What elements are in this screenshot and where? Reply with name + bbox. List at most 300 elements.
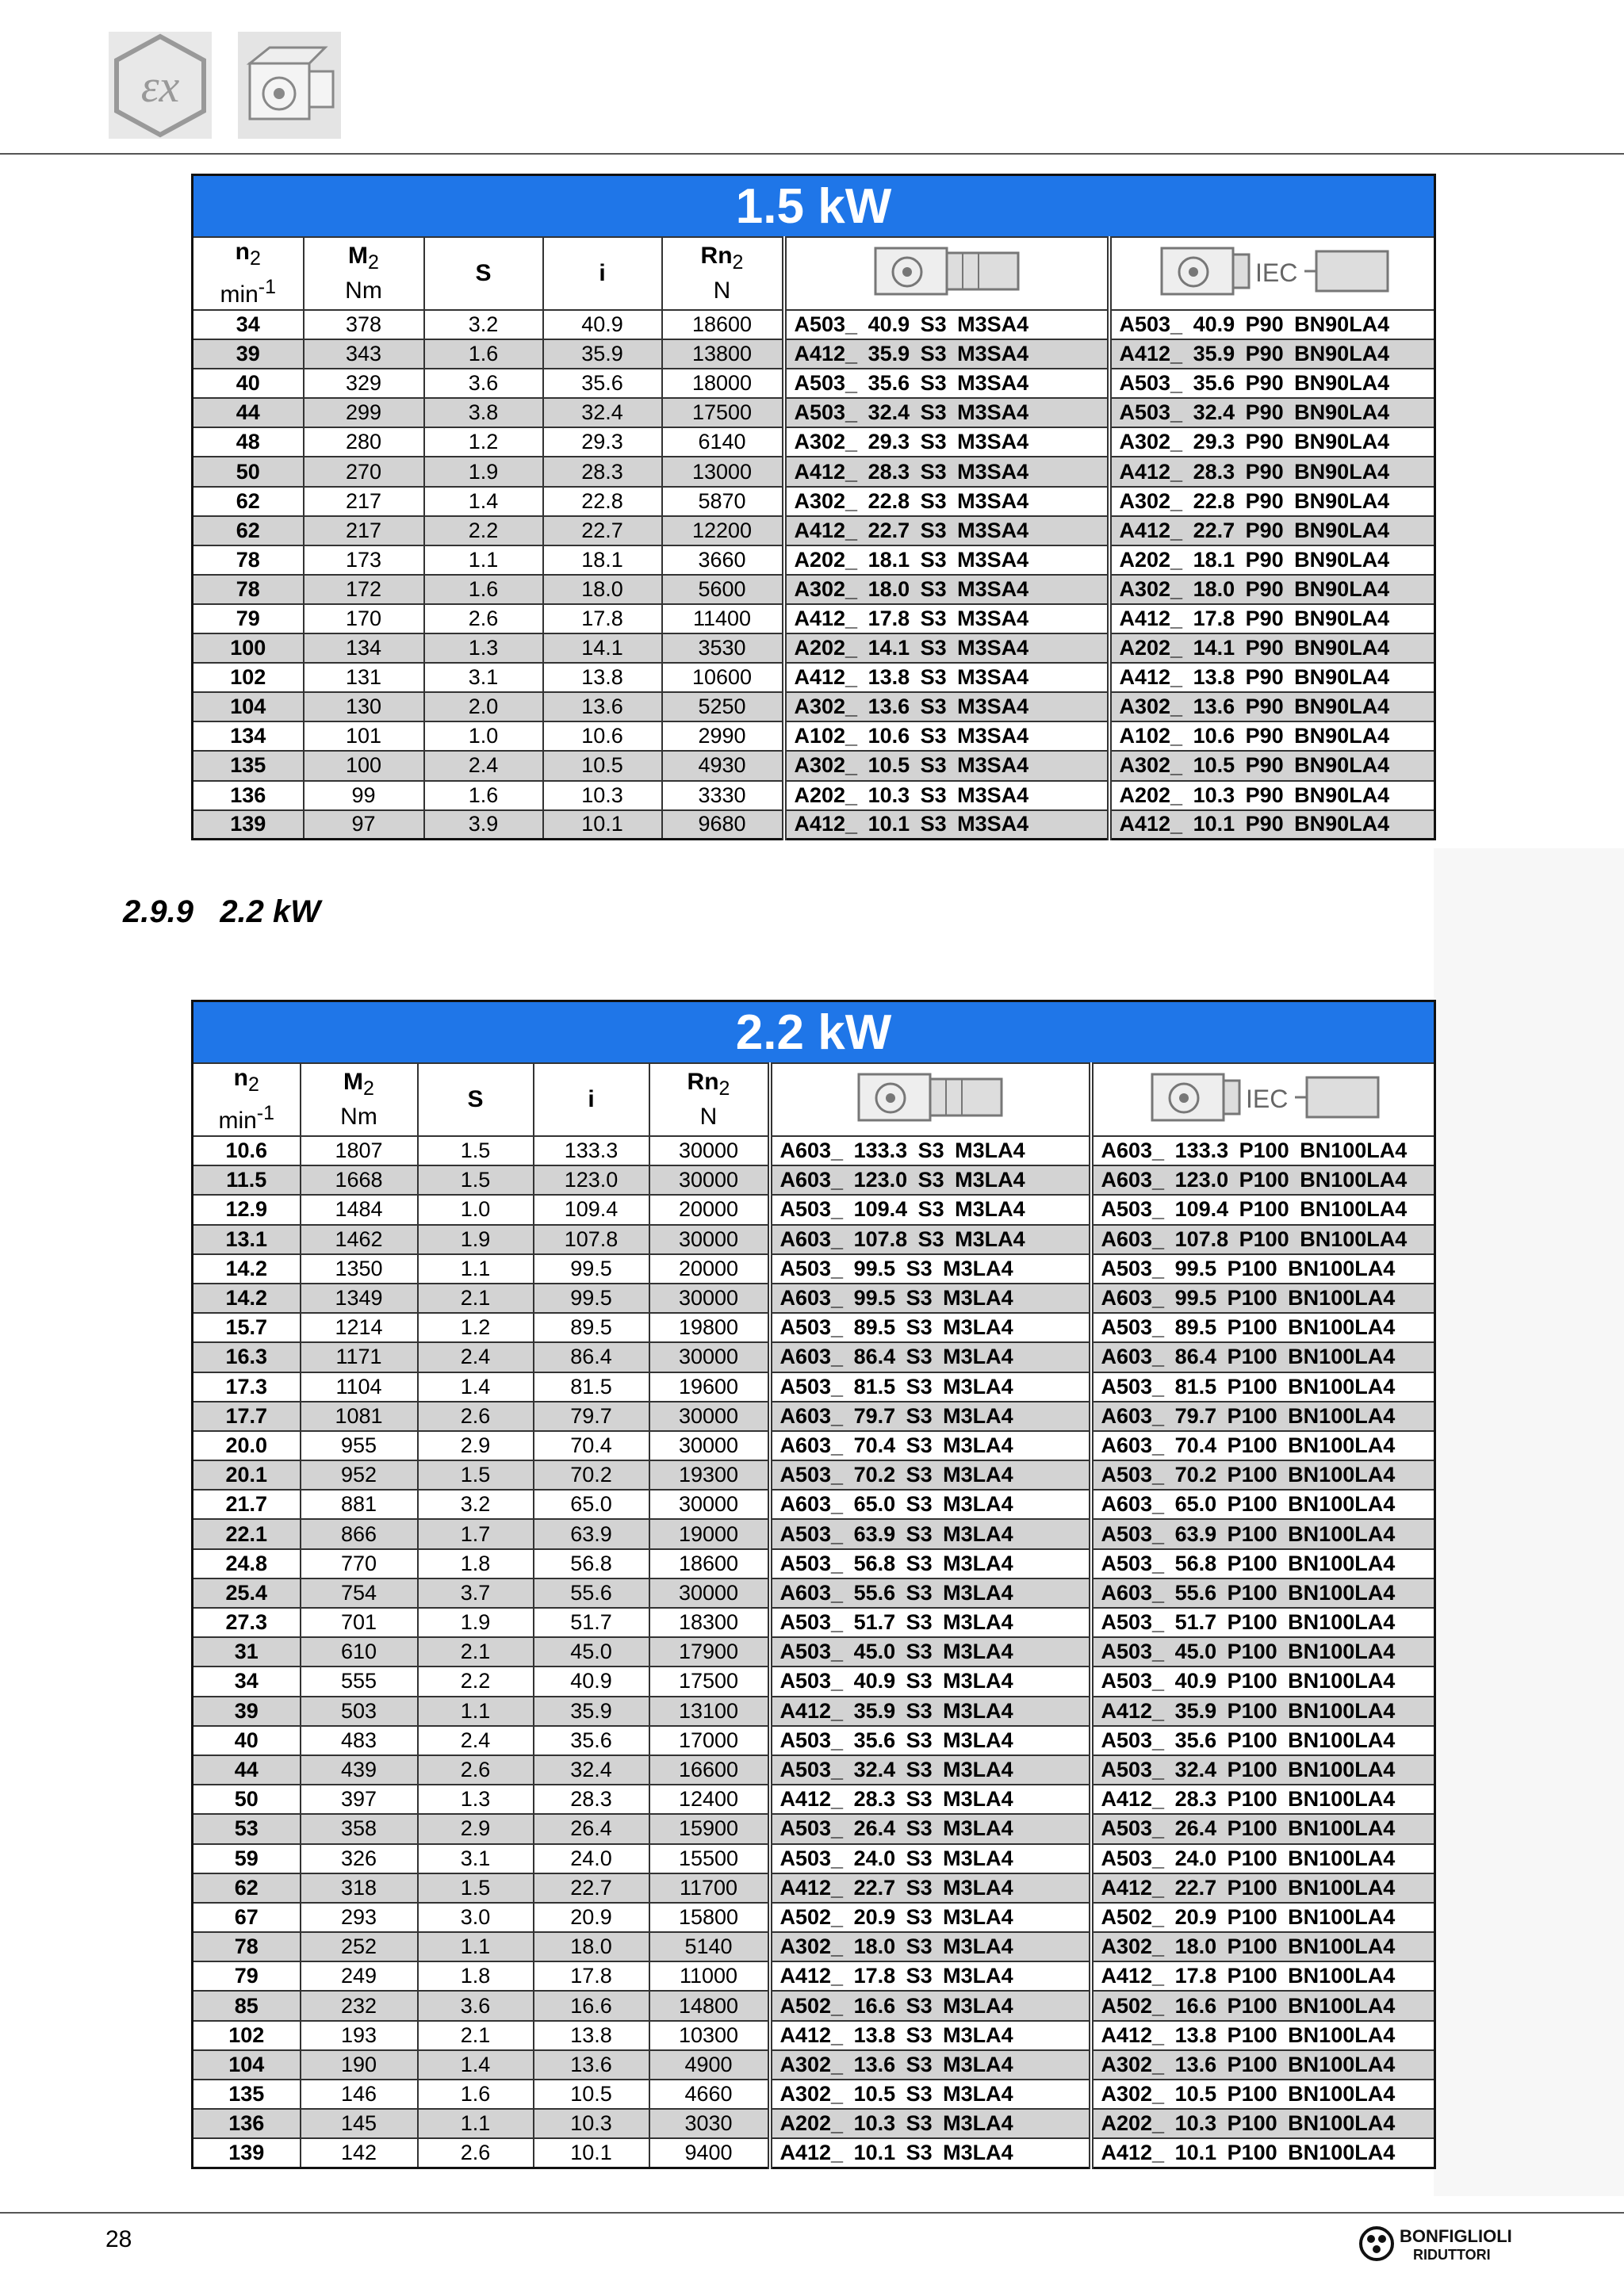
cell-iec-code: A202_ 14.1 P90 BN90LA4: [1109, 633, 1435, 663]
cell-i: 13.8: [534, 2021, 649, 2050]
cell-compact-code: A412_ 35.9 S3 M3SA4: [784, 339, 1109, 369]
cell-compact-code: A412_ 17.8 S3 M3LA4: [770, 1961, 1091, 1991]
cell-n2: 78: [193, 545, 304, 575]
cell-i: 18.1: [543, 545, 662, 575]
cell-m2: 99: [304, 781, 424, 810]
table-row: [193, 1637, 1435, 1667]
table-row: [193, 1726, 1435, 1755]
cell-s: 3.7: [418, 1578, 534, 1608]
col-rn2: $Rn_2$ N: [649, 1063, 770, 1136]
cell-iec-code: A503_ 89.5 P100 BN100LA4: [1091, 1313, 1435, 1342]
cell-i: 133.3: [534, 1136, 649, 1165]
cell-s: 2.4: [418, 1342, 534, 1372]
table-row: [193, 516, 1435, 545]
cell-n2: 31: [193, 1637, 301, 1667]
cell-n2: 10.6: [193, 1136, 301, 1165]
cell-s: 1.1: [418, 1697, 534, 1726]
cell-iec-code: A412_ 17.8 P100 BN100LA4: [1091, 1961, 1435, 1991]
cell-m2: 1171: [301, 1342, 418, 1372]
cell-compact-code: A503_ 40.9 S3 M3LA4: [770, 1667, 1091, 1696]
cell-rn2: 11400: [662, 604, 784, 633]
cell-n2: 17.7: [193, 1402, 301, 1431]
cell-i: 99.5: [534, 1284, 649, 1313]
cell-rn2: 20000: [649, 1254, 770, 1284]
cell-s: 1.3: [424, 633, 543, 663]
cell-i: 35.9: [543, 339, 662, 369]
atex-ex-logo: [109, 32, 212, 139]
cell-i: 99.5: [534, 1254, 649, 1284]
cell-iec-code: A202_ 10.3 P90 BN90LA4: [1109, 781, 1435, 810]
cell-compact-code: A503_ 32.4 S3 M3SA4: [784, 398, 1109, 427]
cell-s: 1.1: [418, 1254, 534, 1284]
cell-m2: 397: [301, 1785, 418, 1814]
cell-n2: 135: [193, 751, 304, 780]
table-row: [193, 1372, 1435, 1402]
cell-iec-code: A412_ 22.7 P90 BN90LA4: [1109, 516, 1435, 545]
cell-n2: 48: [193, 427, 304, 457]
cell-m2: 770: [301, 1549, 418, 1578]
cell-rn2: 5600: [662, 575, 784, 604]
table-row: [193, 1903, 1435, 1932]
cell-iec-code: A603_ 133.3 P100 BN100LA4: [1091, 1136, 1435, 1165]
cell-s: 3.1: [424, 663, 543, 692]
cell-rn2: 30000: [649, 1225, 770, 1254]
page-shading: [1434, 848, 1624, 2196]
cell-m2: 1104: [301, 1372, 418, 1402]
cell-rn2: 19300: [649, 1460, 770, 1490]
table-row: [193, 339, 1435, 369]
cell-m2: 483: [301, 1726, 418, 1755]
cell-i: 13.8: [543, 663, 662, 692]
cell-i: 35.9: [534, 1697, 649, 1726]
cell-iec-code: A503_ 56.8 P100 BN100LA4: [1091, 1549, 1435, 1578]
cell-iec-code: A302_ 29.3 P90 BN90LA4: [1109, 427, 1435, 457]
table-row: [193, 1785, 1435, 1814]
cell-rn2: 3330: [662, 781, 784, 810]
col-n2: $n_2$ $\min^{-1}$: [193, 1063, 301, 1136]
cell-m2: 217: [304, 487, 424, 516]
cell-iec-code: A412_ 35.9 P90 BN90LA4: [1109, 339, 1435, 369]
cell-i: 56.8: [534, 1549, 649, 1578]
cell-i: 51.7: [534, 1608, 649, 1637]
cell-compact-code: A502_ 16.6 S3 M3LA4: [770, 1991, 1091, 2020]
cell-n2: 50: [193, 1785, 301, 1814]
cell-s: 1.5: [418, 1136, 534, 1165]
cell-n2: 14.2: [193, 1284, 301, 1313]
cell-m2: 270: [304, 457, 424, 486]
cell-iec-code: A503_ 24.0 P100 BN100LA4: [1091, 1844, 1435, 1873]
cell-s: 1.9: [418, 1225, 534, 1254]
cell-m2: 1349: [301, 1284, 418, 1313]
cell-compact-code: A412_ 17.8 S3 M3SA4: [784, 604, 1109, 633]
cell-n2: 27.3: [193, 1608, 301, 1637]
svg-text:IEC: IEC: [1254, 258, 1298, 287]
cell-iec-code: A503_ 35.6 P90 BN90LA4: [1109, 369, 1435, 398]
cell-n2: 34: [193, 1667, 301, 1696]
cell-m2: 100: [304, 751, 424, 780]
cell-i: 10.5: [543, 751, 662, 780]
cell-rn2: 19800: [649, 1313, 770, 1342]
gearbox-logo: [238, 32, 341, 139]
col-m2: $M_2$ Nm: [301, 1063, 418, 1136]
cell-m2: 217: [304, 516, 424, 545]
cell-n2: 17.3: [193, 1372, 301, 1402]
cell-rn2: 12400: [649, 1785, 770, 1814]
cell-iec-code: A503_ 109.4 P100 BN100LA4: [1091, 1195, 1435, 1224]
cell-iec-code: A202_ 18.1 P90 BN90LA4: [1109, 545, 1435, 575]
cell-iec-code: A102_ 10.6 P90 BN90LA4: [1109, 721, 1435, 751]
cell-m2: 190: [301, 2050, 418, 2080]
cell-s: 3.6: [418, 1991, 534, 2020]
brand-subname: RIDUTTORI: [1413, 2247, 1491, 2263]
cell-compact-code: A302_ 18.0 S3 M3SA4: [784, 575, 1109, 604]
cell-rn2: 5140: [649, 1932, 770, 1961]
cell-compact-code: A302_ 10.5 S3 M3LA4: [770, 2080, 1091, 2109]
cell-iec-code: A302_ 10.5 P90 BN90LA4: [1109, 751, 1435, 780]
cell-i: 40.9: [543, 310, 662, 339]
col-compact-motor: [784, 237, 1109, 310]
cell-i: 24.0: [534, 1844, 649, 1873]
cell-i: 28.3: [534, 1785, 649, 1814]
cell-s: 1.1: [424, 545, 543, 575]
cell-i: 86.4: [534, 1342, 649, 1372]
table-row: [193, 1932, 1435, 1961]
cell-s: 1.9: [418, 1608, 534, 1637]
cell-n2: 104: [193, 2050, 301, 2080]
cell-n2: 20.1: [193, 1460, 301, 1490]
col-s: S: [418, 1063, 534, 1136]
cell-compact-code: A302_ 10.5 S3 M3SA4: [784, 751, 1109, 780]
cell-n2: 22.1: [193, 1519, 301, 1548]
cell-compact-code: A603_ 55.6 S3 M3LA4: [770, 1578, 1091, 1608]
cell-s: 1.4: [424, 487, 543, 516]
cell-iec-code: A412_ 22.7 P100 BN100LA4: [1091, 1873, 1435, 1903]
cell-rn2: 14800: [649, 1991, 770, 2020]
cell-n2: 59: [193, 1844, 301, 1873]
cell-n2: 136: [193, 781, 304, 810]
cell-m2: 378: [304, 310, 424, 339]
col-s: S: [424, 237, 543, 310]
table-row: [193, 545, 1435, 575]
cell-s: 1.1: [418, 1932, 534, 1961]
cell-rn2: 16600: [649, 1755, 770, 1785]
table-row: [193, 1402, 1435, 1431]
cell-i: 35.6: [543, 369, 662, 398]
cell-i: 17.8: [534, 1961, 649, 1991]
cell-m2: 172: [304, 575, 424, 604]
cell-n2: 62: [193, 487, 304, 516]
cell-iec-code: A302_ 18.0 P90 BN90LA4: [1109, 575, 1435, 604]
cell-m2: 142: [301, 2138, 418, 2168]
table-row: [193, 1991, 1435, 2020]
table-row: [193, 1814, 1435, 1843]
col-n2: $n_2$ $\min^{-1}$: [193, 237, 304, 310]
svg-text:εx: εx: [140, 60, 180, 112]
cell-compact-code: A503_ 26.4 S3 M3LA4: [770, 1814, 1091, 1843]
cell-s: 2.1: [418, 1637, 534, 1667]
cell-compact-code: A503_ 99.5 S3 M3LA4: [770, 1254, 1091, 1284]
cell-compact-code: A503_ 35.6 S3 M3SA4: [784, 369, 1109, 398]
cell-i: 10.3: [543, 781, 662, 810]
cell-compact-code: A503_ 70.2 S3 M3LA4: [770, 1460, 1091, 1490]
cell-s: 3.2: [418, 1490, 534, 1519]
cell-s: 3.0: [418, 1903, 534, 1932]
cell-i: 14.1: [543, 633, 662, 663]
cell-compact-code: A302_ 13.6 S3 M3LA4: [770, 2050, 1091, 2080]
table-row: [193, 427, 1435, 457]
cell-compact-code: A102_ 10.6 S3 M3SA4: [784, 721, 1109, 751]
cell-i: 28.3: [543, 457, 662, 486]
cell-n2: 21.7: [193, 1490, 301, 1519]
cell-compact-code: A503_ 51.7 S3 M3LA4: [770, 1608, 1091, 1637]
cell-s: 2.1: [418, 1284, 534, 1313]
cell-m2: 555: [301, 1667, 418, 1696]
cell-n2: 39: [193, 1697, 301, 1726]
cell-s: 1.6: [424, 575, 543, 604]
cell-compact-code: A202_ 10.3 S3 M3LA4: [770, 2109, 1091, 2138]
cell-rn2: 15900: [649, 1814, 770, 1843]
cell-i: 17.8: [543, 604, 662, 633]
iec-gearmotor-icon: [1146, 239, 1400, 302]
cell-i: 35.6: [534, 1726, 649, 1755]
cell-n2: 139: [193, 810, 304, 840]
cell-compact-code: A603_ 107.8 S3 M3LA4: [770, 1225, 1091, 1254]
cell-iec-code: A503_ 51.7 P100 BN100LA4: [1091, 1608, 1435, 1637]
table-row: [193, 2021, 1435, 2050]
cell-i: 70.4: [534, 1431, 649, 1460]
cell-compact-code: A412_ 10.1 S3 M3LA4: [770, 2138, 1091, 2168]
cell-s: 1.4: [418, 1372, 534, 1402]
table-row: [193, 487, 1435, 516]
cell-m2: 130: [304, 692, 424, 721]
cell-m2: 97: [304, 810, 424, 840]
cell-rn2: 30000: [649, 1490, 770, 1519]
cell-iec-code: A503_ 32.4 P90 BN90LA4: [1109, 398, 1435, 427]
cell-n2: 85: [193, 1991, 301, 2020]
cell-compact-code: A503_ 32.4 S3 M3LA4: [770, 1755, 1091, 1785]
table-row: [193, 633, 1435, 663]
cell-rn2: 10300: [649, 2021, 770, 2050]
cell-n2: 40: [193, 369, 304, 398]
cell-i: 10.1: [543, 810, 662, 840]
table-row: [193, 1667, 1435, 1696]
cell-s: 2.2: [424, 516, 543, 545]
table-row: [193, 1873, 1435, 1903]
cell-s: 1.6: [424, 781, 543, 810]
cell-m2: 145: [301, 2109, 418, 2138]
cell-n2: 44: [193, 1755, 301, 1785]
cell-s: 1.0: [424, 721, 543, 751]
cell-m2: 318: [301, 1873, 418, 1903]
cell-m2: 232: [301, 1991, 418, 2020]
cell-iec-code: A603_ 79.7 P100 BN100LA4: [1091, 1402, 1435, 1431]
cell-i: 79.7: [534, 1402, 649, 1431]
cell-n2: 100: [193, 633, 304, 663]
table-row: [193, 1195, 1435, 1224]
col-i: i: [534, 1063, 649, 1136]
brand-name: BONFIGLIOLI: [1400, 2226, 1512, 2246]
cell-compact-code: A503_ 24.0 S3 M3LA4: [770, 1844, 1091, 1873]
table-row: [193, 1519, 1435, 1548]
cell-rn2: 3030: [649, 2109, 770, 2138]
cell-rn2: 4930: [662, 751, 784, 780]
cell-compact-code: A603_ 99.5 S3 M3LA4: [770, 1284, 1091, 1313]
cell-n2: 11.5: [193, 1165, 301, 1195]
table-row: [193, 1608, 1435, 1637]
cell-s: 1.2: [418, 1313, 534, 1342]
cell-compact-code: A503_ 63.9 S3 M3LA4: [770, 1519, 1091, 1548]
cell-m2: 952: [301, 1460, 418, 1490]
cell-s: 3.8: [424, 398, 543, 427]
cell-iec-code: A503_ 70.2 P100 BN100LA4: [1091, 1460, 1435, 1490]
table-row: [193, 310, 1435, 339]
cell-rn2: 19600: [649, 1372, 770, 1402]
cell-iec-code: A503_ 45.0 P100 BN100LA4: [1091, 1637, 1435, 1667]
cell-iec-code: A503_ 81.5 P100 BN100LA4: [1091, 1372, 1435, 1402]
cell-m2: 1081: [301, 1402, 418, 1431]
cell-iec-code: A202_ 10.3 P100 BN100LA4: [1091, 2109, 1435, 2138]
cell-s: 2.0: [424, 692, 543, 721]
cell-compact-code: A503_ 81.5 S3 M3LA4: [770, 1372, 1091, 1402]
cell-s: 3.2: [424, 310, 543, 339]
cell-rn2: 17500: [662, 398, 784, 427]
col-m2: $M_2$ Nm: [304, 237, 424, 310]
cell-m2: 131: [304, 663, 424, 692]
cell-compact-code: A412_ 13.8 S3 M3LA4: [770, 2021, 1091, 2050]
cell-iec-code: A603_ 107.8 P100 BN100LA4: [1091, 1225, 1435, 1254]
cell-rn2: 5250: [662, 692, 784, 721]
cell-m2: 1350: [301, 1254, 418, 1284]
cell-i: 10.6: [543, 721, 662, 751]
table-title: 2.2 kW: [193, 1001, 1435, 1064]
cell-iec-code: A503_ 40.9 P100 BN100LA4: [1091, 1667, 1435, 1696]
table-row: [193, 1961, 1435, 1991]
cell-m2: 280: [304, 427, 424, 457]
cell-rn2: 19000: [649, 1519, 770, 1548]
cell-m2: 1214: [301, 1313, 418, 1342]
cell-n2: 102: [193, 663, 304, 692]
cell-n2: 15.7: [193, 1313, 301, 1342]
cell-compact-code: A603_ 79.7 S3 M3LA4: [770, 1402, 1091, 1431]
cell-i: 40.9: [534, 1667, 649, 1696]
cell-m2: 1462: [301, 1225, 418, 1254]
iec-gearmotor-icon: [1136, 1065, 1390, 1128]
cell-s: 2.6: [418, 2138, 534, 2168]
cell-s: 2.9: [418, 1814, 534, 1843]
cell-m2: 329: [304, 369, 424, 398]
table-row: [193, 1342, 1435, 1372]
cell-i: 22.8: [543, 487, 662, 516]
cell-m2: 701: [301, 1608, 418, 1637]
cell-rn2: 17900: [649, 1637, 770, 1667]
cell-compact-code: A603_ 70.4 S3 M3LA4: [770, 1431, 1091, 1460]
cell-n2: 139: [193, 2138, 301, 2168]
cell-n2: 135: [193, 2080, 301, 2109]
cell-compact-code: A503_ 45.0 S3 M3LA4: [770, 1637, 1091, 1667]
cell-compact-code: A603_ 123.0 S3 M3LA4: [770, 1165, 1091, 1195]
table-row: [193, 369, 1435, 398]
cell-iec-code: A502_ 20.9 P100 BN100LA4: [1091, 1903, 1435, 1932]
table-row: [193, 1697, 1435, 1726]
cell-iec-code: A603_ 99.5 P100 BN100LA4: [1091, 1284, 1435, 1313]
cell-n2: 134: [193, 721, 304, 751]
cell-n2: 62: [193, 1873, 301, 1903]
cell-s: 1.5: [418, 1460, 534, 1490]
col-rn2: $Rn_2$ N: [662, 237, 784, 310]
cell-i: 32.4: [543, 398, 662, 427]
cell-m2: 299: [304, 398, 424, 427]
table-row: [193, 457, 1435, 486]
table-row: [193, 721, 1435, 751]
section-heading: 2.9.9 2.2 kW: [123, 894, 321, 929]
cell-n2: 16.3: [193, 1342, 301, 1372]
cell-n2: 20.0: [193, 1431, 301, 1460]
cell-s: 2.4: [424, 751, 543, 780]
cell-i: 18.0: [534, 1932, 649, 1961]
cell-iec-code: A603_ 70.4 P100 BN100LA4: [1091, 1431, 1435, 1460]
brand-logo: [1356, 2220, 1530, 2264]
cell-iec-code: A412_ 10.1 P100 BN100LA4: [1091, 2138, 1435, 2168]
table-row: [193, 810, 1435, 840]
cell-i: 29.3: [543, 427, 662, 457]
cell-m2: 1668: [301, 1165, 418, 1195]
cell-rn2: 4900: [649, 2050, 770, 2080]
table-row: [193, 1136, 1435, 1165]
table-row: [193, 575, 1435, 604]
table-row: [193, 1578, 1435, 1608]
cell-i: 10.5: [534, 2080, 649, 2109]
cell-compact-code: A202_ 18.1 S3 M3SA4: [784, 545, 1109, 575]
cell-s: 2.9: [418, 1431, 534, 1460]
cell-i: 89.5: [534, 1313, 649, 1342]
cell-n2: 78: [193, 1932, 301, 1961]
cell-m2: 866: [301, 1519, 418, 1548]
cell-compact-code: A412_ 28.3 S3 M3LA4: [770, 1785, 1091, 1814]
cell-m2: 193: [301, 2021, 418, 2050]
cell-s: 1.5: [418, 1873, 534, 1903]
cell-i: 10.3: [534, 2109, 649, 2138]
cell-i: 10.1: [534, 2138, 649, 2168]
cell-n2: 39: [193, 339, 304, 369]
compact-gearmotor-icon: [843, 1065, 1017, 1128]
cell-m2: 293: [301, 1903, 418, 1932]
cell-s: 1.5: [418, 1165, 534, 1195]
cell-n2: 24.8: [193, 1549, 301, 1578]
table-row: [193, 1313, 1435, 1342]
cell-s: 1.7: [418, 1519, 534, 1548]
cell-compact-code: A412_ 35.9 S3 M3LA4: [770, 1697, 1091, 1726]
cell-s: 1.4: [418, 2050, 534, 2080]
cell-rn2: 18600: [662, 310, 784, 339]
cell-m2: 1807: [301, 1136, 418, 1165]
cell-i: 26.4: [534, 1814, 649, 1843]
cell-compact-code: A603_ 86.4 S3 M3LA4: [770, 1342, 1091, 1372]
cell-i: 22.7: [534, 1873, 649, 1903]
cell-compact-code: A302_ 22.8 S3 M3SA4: [784, 487, 1109, 516]
cell-rn2: 30000: [649, 1402, 770, 1431]
cell-rn2: 15800: [649, 1903, 770, 1932]
cell-m2: 170: [304, 604, 424, 633]
cell-i: 70.2: [534, 1460, 649, 1490]
cell-compact-code: A603_ 65.0 S3 M3LA4: [770, 1490, 1091, 1519]
table-title: 1.5 kW: [193, 175, 1435, 238]
cell-compact-code: A302_ 13.6 S3 M3SA4: [784, 692, 1109, 721]
table-row: [193, 1225, 1435, 1254]
table-row: [193, 2050, 1435, 2080]
cell-m2: 503: [301, 1697, 418, 1726]
cell-m2: 955: [301, 1431, 418, 1460]
table-row: [193, 1165, 1435, 1195]
